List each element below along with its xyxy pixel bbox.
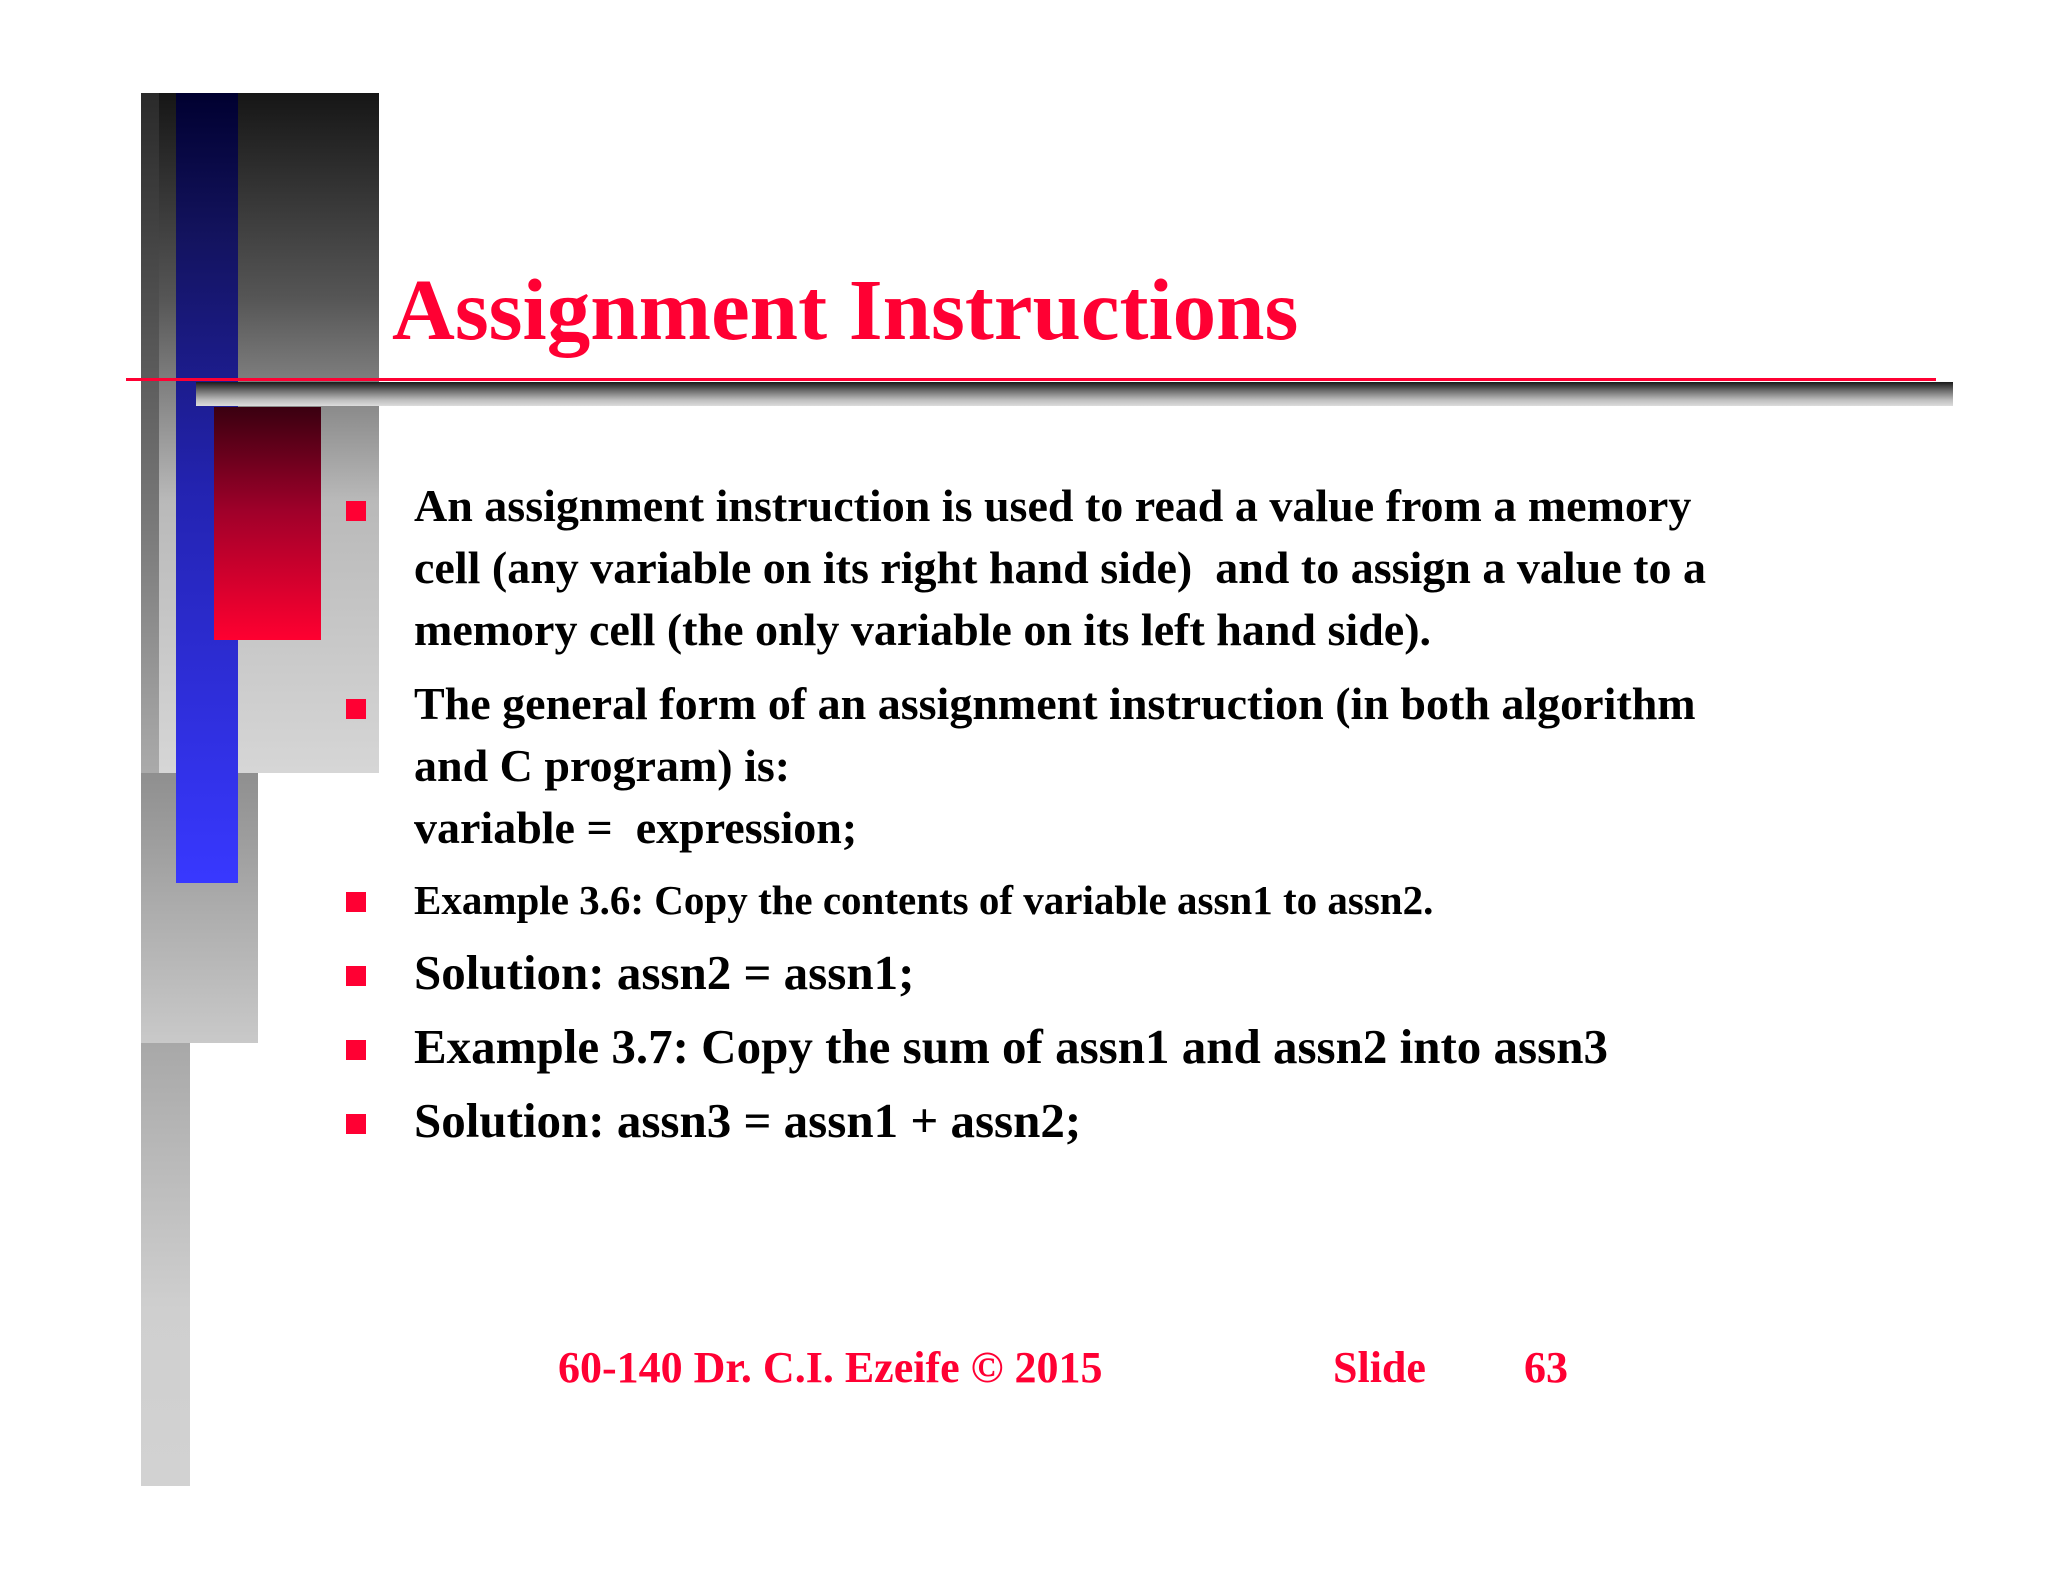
square-bullet-icon (346, 501, 366, 521)
bullet-text-line: and C program) is: (414, 740, 791, 791)
bullet-text-line: Example 3.7: Copy the sum of assn1 and assn2 into assn3 (414, 1019, 1608, 1074)
title-underline (126, 378, 1936, 381)
bullet-text-line: An assignment instruction is used to read a value from a memory (414, 480, 1692, 531)
title-underline-shadow (196, 382, 1953, 406)
footer-slide-label: Slide (1333, 1343, 1426, 1392)
bullet-text-line: Example 3.6: Copy the contents of variable assn1 to assn2. (414, 877, 1434, 923)
bullet-text-line: Solution: assn2 = assn1; (414, 945, 915, 1000)
footer-course-author: 60-140 Dr. C.I. Ezeife © 2015 (558, 1343, 1103, 1392)
bullet-text-line: The general form of an assignment instruction (in both algorithm (414, 678, 1696, 729)
bullet-text-line: Solution: assn3 = assn1 + assn2; (414, 1093, 1082, 1148)
square-bullet-icon (346, 966, 366, 986)
bullet-text-line: memory cell (the only variable on its left hand side). (414, 604, 1432, 655)
square-bullet-icon (346, 892, 366, 912)
decorative-dark-edge (141, 93, 159, 773)
footer-slide-number: 63 (1524, 1343, 1568, 1392)
decorative-gray-strip (141, 1043, 190, 1486)
slide-title: Assignment Instructions (392, 261, 1299, 358)
bullet-text-line: variable = expression; (414, 802, 858, 853)
square-bullet-icon (346, 699, 366, 719)
square-bullet-icon (346, 1114, 366, 1134)
square-bullet-icon (346, 1040, 366, 1060)
decorative-red-block (214, 407, 321, 640)
bullet-text-line: cell (any variable on its right hand side) and to assign a value to a (414, 542, 1706, 593)
